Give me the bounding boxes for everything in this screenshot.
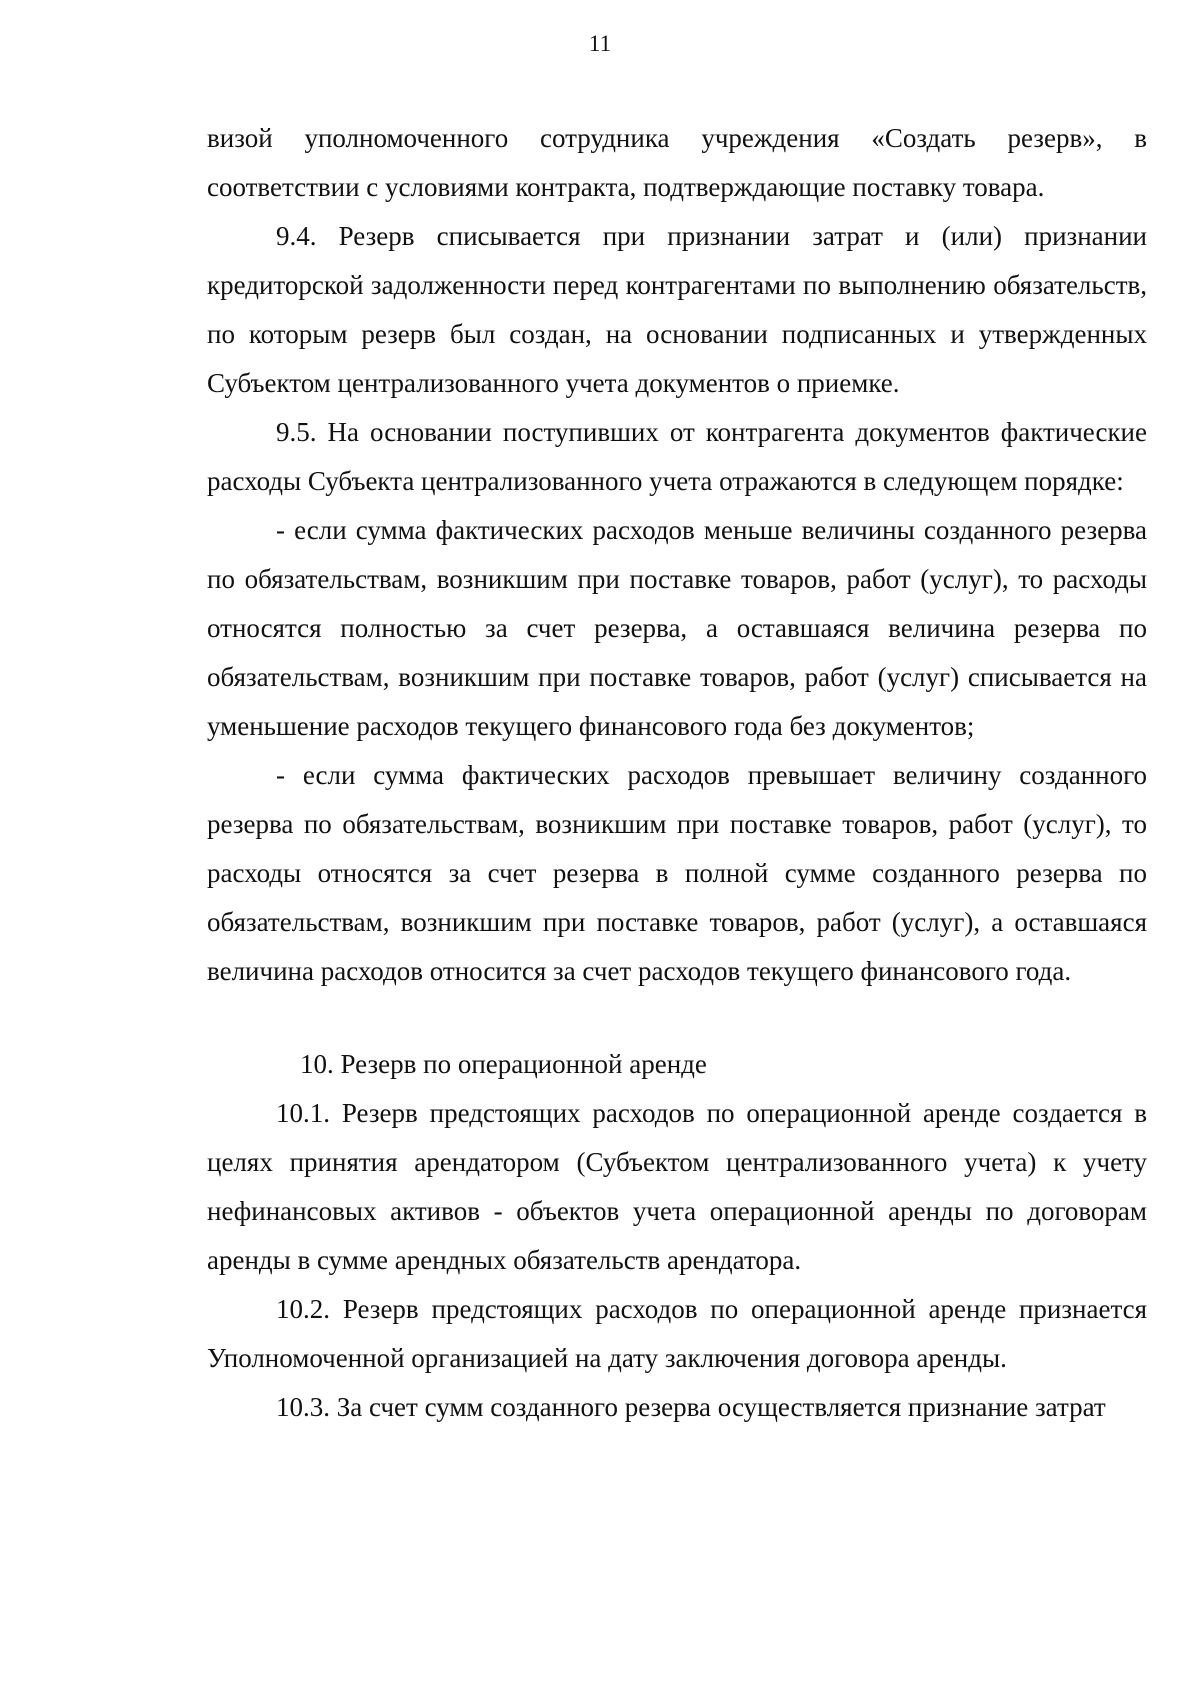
paragraph-list-item: - если сумма фактических расходов превышает величину созданного резерва по обязательствам, возникшим при поставке товаров, работ (услуг), то расходы относятся за счет резерва в полной сумме созданного резерва по обязательствам, возникшим при поставке товаров, работ (услуг), а оставшаяся величина расходов относится за счет расходов текущего финансового года. [207, 760, 1147, 986]
paragraph-list-item: - если сумма фактических расходов меньше величины созданного резерва по обязательствам, возникшим при поставке товаров, работ (услуг), то расходы относятся полностью за счет резерва, а оставшаяся величина резерва по обязательствам, возникшим при поставке товаров, работ (услуг) списывается на уменьшение расходов текущего финансового года без документов; [207, 515, 1147, 741]
document-body [207, 114, 1147, 1432]
paragraph-10-3: 10.3. За счет сумм созданного резерва осуществляется признание затрат [276, 1392, 1106, 1422]
paragraph-10-1: 10.1. Резерв предстоящих расходов по операционной аренде создается в целях принятия арендатором (Субъектом централизованного учета) к учету нефинансовых активов - объектов учета операционной аренды по договорам аренды в сумме арендных обязательств арендатора. [207, 1098, 1147, 1275]
paragraph-9-4: 9.4. Резерв списывается при признании затрат и (или) признании кредиторской задолженности перед контрагентами по выполнению обязательств, по которым резерв был создан, на основании подписанных и утвержденных Субъектом централизованного учета документов о приемке. [207, 221, 1147, 398]
section-gap [207, 996, 1147, 1040]
page-number: 11 [588, 31, 612, 56]
paragraph-9-5: 9.5. На основании поступивших от контрагента документов фактические расходы Субъекта централизованного учета отражаются в следующем порядке: [207, 417, 1147, 496]
paragraph-10-2: 10.2. Резерв предстоящих расходов по операционной аренде признается Уполномоченной организацией на дату заключения договора аренды. [207, 1294, 1147, 1373]
paragraph-continuation: визой уполномоченного сотрудника учреждения «Создать резерв», в соответствии с условиями контракта, подтверждающие поставку товара. [207, 123, 1147, 202]
section-heading: 10. Резерв по операционной аренде [300, 1049, 707, 1079]
